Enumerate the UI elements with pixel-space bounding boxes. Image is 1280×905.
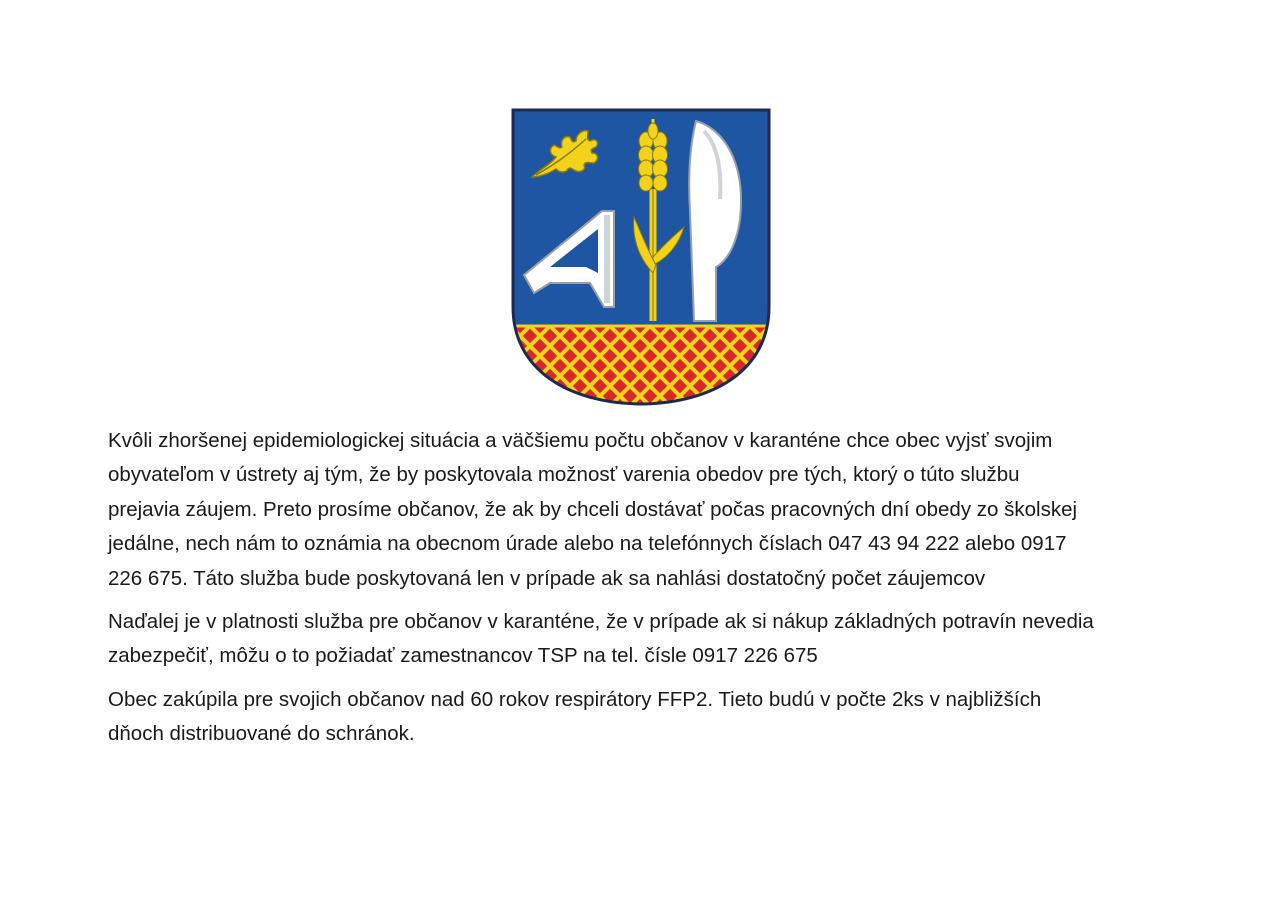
coat-of-arms-emblem: [510, 107, 772, 407]
text-line: 226 675. Táto služba bude poskytovaná len v prípade ak sa nahlási dostatočný počet záujemcov: [108, 566, 986, 590]
text-line: zabezpečiť, môžu o to požiadať zamestnancov TSP na tel. čísle 0917 226 675: [108, 644, 818, 668]
announcement-text: [108, 424, 1198, 752]
text-line: obyvateľom v ústrety aj tým, že by poskytovala možnosť varenia obedov pre tých, ktorý o túto službu: [108, 463, 1020, 487]
text-line: Kvôli zhoršenej epidemiologickej situácia a väčšiemu počtu občanov v karanténe chce obec vyjsť svojim: [108, 429, 1053, 452]
text-line: jedálne, nech nám to oznámia na obecnom úrade alebo na telefónnych číslach 047 43 94 222 alebo 0917: [108, 532, 1067, 556]
paragraph-lunch-service: [108, 424, 1198, 596]
paragraph-shopping-service: [108, 605, 1198, 674]
text-line: prejavia záujem. Preto prosíme občanov, že ak by chceli dostávať počas pracovných dní obedy zo školskej: [108, 497, 1078, 521]
text-line: Naďalej je v platnosti služba pre občanov v karanténe, že v prípade ak si nákup základných potravín nevedia: [108, 610, 1094, 634]
coat-of-arms: [510, 107, 772, 407]
text-line: Obec zakúpila pre svojich občanov nad 60 rokov respirátory FFP2. Tieto budú v počte 2ks v najbližších: [108, 687, 1042, 711]
text-line: dňoch distribuované do schránok.: [108, 722, 415, 746]
paragraph-respirators: [108, 683, 1198, 752]
